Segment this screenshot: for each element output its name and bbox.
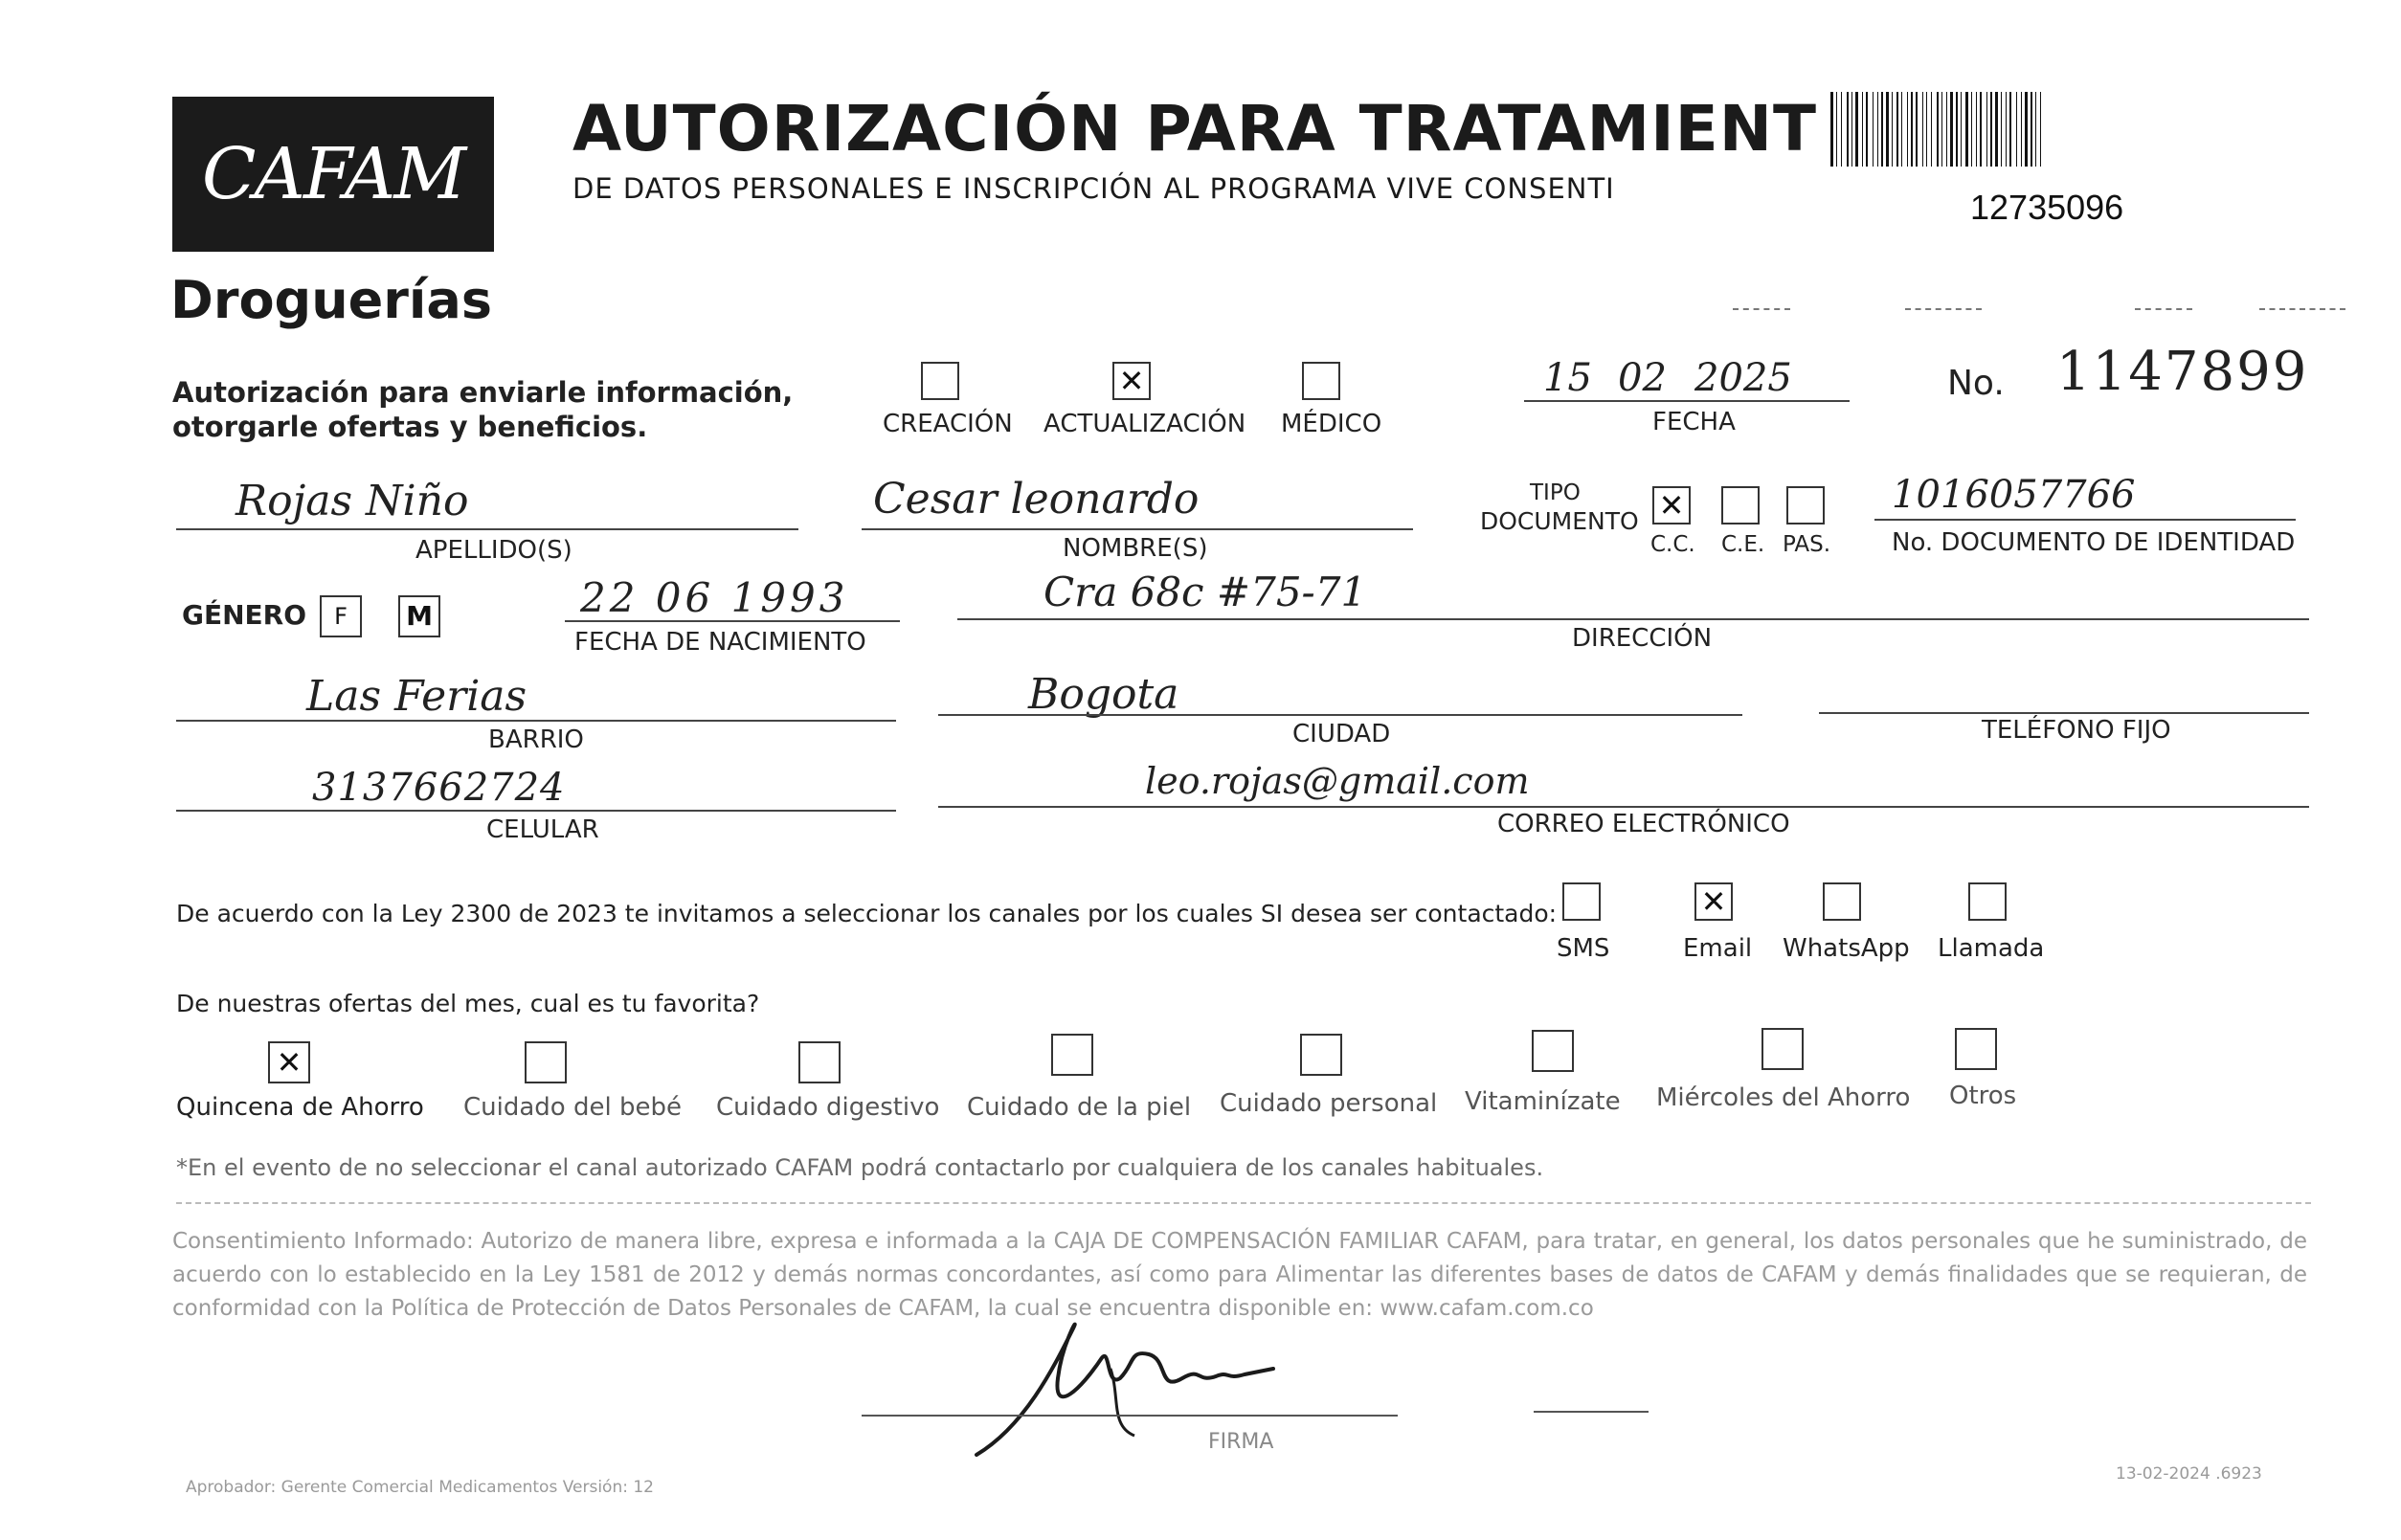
checkbox-cuidado-bebe[interactable] <box>525 1041 567 1083</box>
checkbox-miercoles-ahorro-label: Miércoles del Ahorro <box>1656 1083 1911 1112</box>
checkbox-pas[interactable] <box>1786 486 1825 524</box>
checkbox-whatsapp-label: WhatsApp <box>1783 934 1910 963</box>
apellidos-label: APELLIDO(S) <box>415 536 572 565</box>
fecha-nacimiento-line <box>565 620 900 622</box>
checkbox-email[interactable] <box>1694 882 1733 921</box>
form-number: 1147899 <box>2056 341 2309 403</box>
checkbox-sms-label: SMS <box>1557 934 1610 963</box>
checkbox-quincena-ahorro-label: Quincena de Ahorro <box>176 1093 424 1122</box>
authorization-text <box>172 375 793 444</box>
celular-line <box>176 810 896 812</box>
footer-code: 13-02-2024 .6923 <box>2116 1464 2262 1484</box>
ciudad-value[interactable]: Bogota <box>1028 670 1179 719</box>
barrio-value[interactable]: Las Ferias <box>306 672 527 721</box>
correo-label: CORREO ELECTRÓNICO <box>1497 810 1790 838</box>
nombres-value[interactable]: Cesar leonardo <box>873 475 1200 524</box>
barcode-number: 12735096 <box>1970 188 2124 227</box>
fecha-nacimiento-label: FECHA DE NACIMIENTO <box>574 628 866 657</box>
form-number-prefix: No. <box>1947 364 2005 403</box>
signature-label: FIRMA <box>1208 1430 1274 1454</box>
telefono-fijo-label: TELÉFONO FIJO <box>1982 716 2171 745</box>
nombres-label: NOMBRE(S) <box>1063 534 1208 563</box>
checkbox-llamada[interactable] <box>1968 882 2007 921</box>
checkbox-otros-label: Otros <box>1949 1082 2017 1110</box>
checkbox-email-label: Email <box>1683 934 1753 963</box>
checkbox-cuidado-digestivo-label: Cuidado digestivo <box>716 1093 940 1122</box>
barrio-label: BARRIO <box>488 725 584 754</box>
cafam-logo: CAFAM <box>172 97 494 252</box>
date-day[interactable]: 15 <box>1543 356 1592 400</box>
signature-aux-line <box>1534 1411 1649 1413</box>
checkbox-ce-label: C.E. <box>1721 532 1765 557</box>
direccion-label: DIRECCIÓN <box>1572 624 1713 653</box>
documento-label: No. DOCUMENTO DE IDENTIDAD <box>1892 528 2296 557</box>
checkbox-medico[interactable] <box>1302 362 1340 400</box>
apellidos-line <box>176 528 798 530</box>
checkbox-llamada-label: Llamada <box>1938 934 2045 963</box>
authorization-line-1: Autorización para enviarle información, <box>172 376 794 409</box>
contact-channels-question: De acuerdo con la Ley 2300 de 2023 te invitamos a seleccionar los canales por los cuales SI desea ser contactado: <box>176 900 1558 927</box>
checkbox-genero-m[interactable] <box>398 595 440 637</box>
checkbox-otros[interactable] <box>1955 1028 1997 1070</box>
checkbox-genero-m-label: M <box>406 600 433 632</box>
tipo-documento-label-top: TIPO <box>1530 480 1581 505</box>
divider <box>1733 308 1790 310</box>
date-year[interactable]: 2025 <box>1694 356 1792 400</box>
correo-line <box>938 806 2309 808</box>
direccion-value[interactable]: Cra 68c #75-71 <box>1043 569 1367 615</box>
checkbox-cc-mark: ✕ <box>1658 487 1685 524</box>
checkbox-vitaminizate-label: Vitaminízate <box>1465 1087 1621 1116</box>
fecha-nacimiento-value[interactable]: 22 06 1993 <box>580 574 849 621</box>
checkbox-pas-label: PAS. <box>1783 532 1831 557</box>
checkbox-genero-f-label: F <box>334 603 348 630</box>
date-month[interactable]: 02 <box>1618 356 1667 400</box>
checkbox-actualizacion[interactable] <box>1112 362 1151 400</box>
documento-value[interactable]: 1016057766 <box>1892 473 2136 517</box>
direccion-line <box>957 618 2309 620</box>
checkbox-cuidado-piel-label: Cuidado de la piel <box>967 1093 1192 1122</box>
checkbox-cuidado-personal[interactable] <box>1300 1034 1342 1076</box>
celular-label: CELULAR <box>486 815 599 844</box>
barcode <box>1830 92 2225 167</box>
offers-question: De nuestras ofertas del mes, cual es tu favorita? <box>176 990 760 1017</box>
telefono-fijo-line <box>1819 712 2309 714</box>
divider <box>2259 308 2345 310</box>
checkbox-sms[interactable] <box>1562 882 1601 921</box>
documento-line <box>1874 519 2296 521</box>
ciudad-line <box>938 714 1742 716</box>
signature-line <box>862 1415 1398 1417</box>
nombres-line <box>862 528 1413 530</box>
checkbox-actualizacion-label: ACTUALIZACIÓN <box>1043 410 1246 438</box>
channel-note: *En el evento de no seleccionar el canal autorizado CAFAM podrá contactarlo por cualquiera de los canales habituales. <box>176 1154 1544 1181</box>
footer-approved: Aprobador: Gerente Comercial Medicamentos Versión: 12 <box>186 1478 654 1497</box>
checkbox-cc[interactable] <box>1652 486 1691 524</box>
legal-consent-text: Consentimiento Informado: Autorizo de manera libre, expresa e informada a la CAJA DE COMPENSACIÓN FAMILIAR CAFAM, para tratar, en general, los datos personales que he suministrado, de acuerdo con lo establecido en la Ley 1581 de 2012 y demás normas concordantes, así como para Alimentar las diferentes bases de datos de CAFAM y demás finalidades que se requieran, de conformidad con la Política de Protección de Datos Personales de CAFAM, la cual se encuentra disponible en: www.cafam.com.co <box>172 1229 2307 1321</box>
celular-value[interactable]: 3137662724 <box>312 766 566 810</box>
checkbox-cuidado-bebe-label: Cuidado del bebé <box>463 1093 682 1122</box>
checkbox-creacion-label: CREACIÓN <box>883 410 1013 438</box>
date-label: FECHA <box>1652 408 1736 436</box>
date-line <box>1524 400 1850 402</box>
checkbox-ce[interactable] <box>1721 486 1760 524</box>
checkbox-cuidado-digestivo[interactable] <box>798 1041 841 1083</box>
ciudad-label: CIUDAD <box>1292 720 1391 748</box>
checkbox-whatsapp[interactable] <box>1823 882 1861 921</box>
checkbox-vitaminizate[interactable] <box>1532 1030 1574 1072</box>
checkbox-genero-f[interactable] <box>320 595 362 637</box>
genero-label: GÉNERO <box>182 599 307 631</box>
checkbox-quincena-ahorro-mark: ✕ <box>276 1044 303 1081</box>
checkbox-miercoles-ahorro[interactable] <box>1761 1028 1804 1070</box>
checkbox-cuidado-piel[interactable] <box>1051 1034 1093 1076</box>
checkbox-cuidado-personal-label: Cuidado personal <box>1220 1089 1438 1118</box>
divider <box>1905 308 1982 310</box>
brand-subtitle: Droguerías <box>170 270 492 330</box>
checkbox-actualizacion-mark: ✕ <box>1118 363 1145 399</box>
checkbox-quincena-ahorro[interactable] <box>268 1041 310 1083</box>
checkbox-medico-label: MÉDICO <box>1281 410 1382 438</box>
form-subtitle: DE DATOS PERSONALES E INSCRIPCIÓN AL PROGRAMA VIVE CONSENTI <box>572 172 1615 205</box>
checkbox-email-mark: ✕ <box>1700 883 1727 920</box>
correo-value[interactable]: leo.rojas@gmail.com <box>1145 760 1530 802</box>
barrio-line <box>176 720 896 722</box>
form-title: AUTORIZACIÓN PARA TRATAMIENT <box>572 92 1818 166</box>
checkbox-cc-label: C.C. <box>1650 532 1695 557</box>
checkbox-creacion[interactable] <box>921 362 959 400</box>
divider <box>176 1202 2311 1204</box>
divider <box>2135 308 2192 310</box>
apellidos-value[interactable]: Rojas Niño <box>236 477 469 525</box>
authorization-line-2: otorgarle ofertas y beneficios. <box>172 411 648 443</box>
tipo-documento-label-bottom: DOCUMENTO <box>1480 507 1639 535</box>
